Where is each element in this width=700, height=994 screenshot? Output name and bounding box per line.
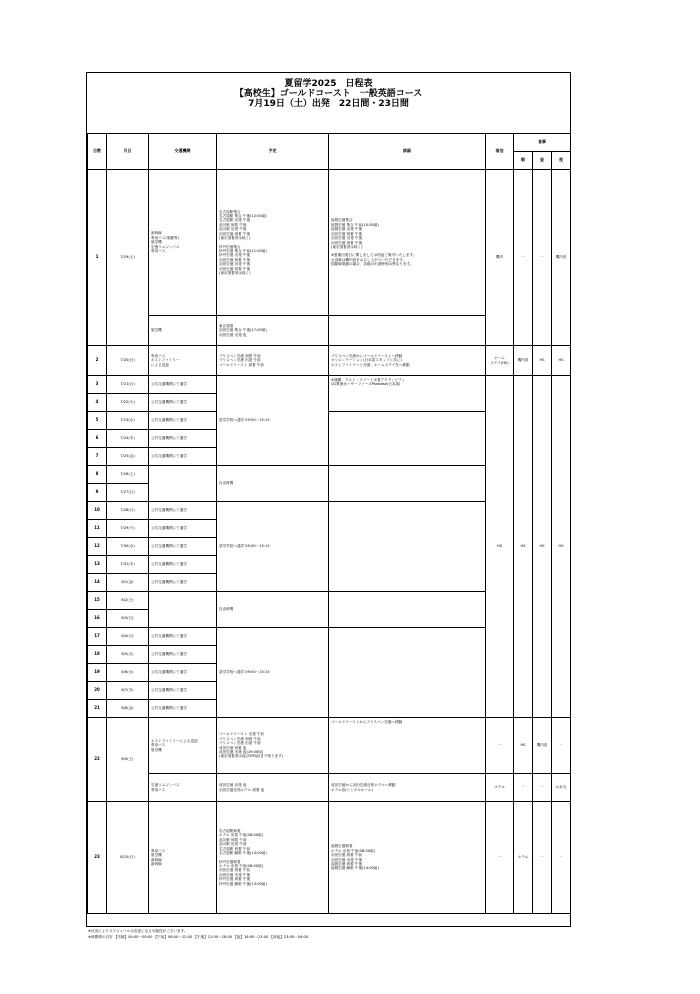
day-number: 6	[88, 430, 107, 448]
text-line: 福岡空港 出発 午後	[331, 227, 363, 232]
meal-breakfast: 機内食	[514, 346, 533, 376]
meal-lunch: 機内食	[533, 718, 552, 774]
text-line: 伊丹空港 集合 午前(11:00頃)	[219, 248, 267, 253]
text-line: 伊丹空港帰着	[219, 859, 241, 864]
text-line: ホテル 出発 午前(08:00頃)	[219, 833, 264, 838]
text-line: 成田空港 出発 夜	[219, 783, 247, 788]
schedule-cell: 自由時間	[217, 592, 329, 628]
header-details: 詳細	[329, 134, 486, 170]
day-number: 15	[88, 592, 107, 610]
text-line: 名古屋駅 集合 午後(12:00頃)	[219, 214, 267, 219]
day-date: 7/20(日)	[107, 346, 149, 376]
schedule-cell	[217, 774, 329, 802]
footnote-time-ranges: ※時間帯の目安 【早朝】04:00～08:00 【午前】08:00～12:00 【午後】12:00～18:00 【夜】18:00～23:00 【深夜】23:00～04:00	[88, 935, 309, 939]
meal-breakfast: ホテル	[514, 802, 533, 914]
text-line: 羽田空港 出発 午後	[331, 236, 363, 241]
text-line: 新幹線	[151, 861, 162, 866]
text-line: 成田空港から羽田空港近郊ホテルへ移動	[331, 783, 396, 788]
text-line: 成田空港 出発 夜(19:00頃)	[219, 749, 264, 754]
schedule-table	[87, 133, 571, 914]
transport-cell: 公共交通機関にて通学	[149, 682, 217, 700]
text-line: 伊丹空港 解散 午後(13:00頃)	[219, 881, 267, 886]
transport-cell: 公共交通機関にて通学	[149, 646, 217, 664]
day-date: 8/4(月)	[107, 628, 149, 646]
text-line: 羽田空港近郊ホテル 到着 夜	[219, 787, 265, 792]
header-day: 日数	[88, 134, 107, 170]
header-date: 月日	[107, 134, 149, 170]
text-line: ※課題：ラスト・リゾート水着アクティビティ	[331, 378, 406, 382]
details-cell	[329, 774, 486, 802]
text-line: 名古屋駅集合	[219, 209, 241, 214]
text-line: 国際線乗継の場合、各地の出発時刻は異なります。	[331, 262, 414, 267]
text-line: 羽田空港 出発 午後	[219, 262, 251, 267]
stay-cell: －	[486, 802, 514, 914]
text-line: 専用バス	[151, 787, 166, 792]
text-line: 品川駅 到着 午後	[219, 222, 247, 227]
text-line: 専用バス(乗継等)	[151, 235, 179, 240]
text-line: 品川駅 出発 午後	[219, 227, 247, 232]
day-number: 3	[88, 376, 107, 394]
text-line: ブリスベン空港 到着 午前	[219, 353, 261, 358]
day-date: 7/21(月)	[107, 376, 149, 394]
details-cell	[329, 412, 486, 466]
day-number: 11	[88, 520, 107, 538]
text-line: (東京発着者は除く)	[219, 270, 251, 275]
text-line: 羽田空港 到着 午後	[219, 257, 251, 262]
transport-cell	[149, 466, 217, 502]
text-line: ブリスベン空港 出発 午前	[219, 741, 261, 746]
day-number: 10	[88, 502, 107, 520]
schedule-cell	[217, 316, 329, 346]
transport-cell: 公共交通機関にて通学	[149, 430, 217, 448]
details-cell	[329, 346, 486, 376]
text-line: 品川駅 出発 午前	[219, 842, 247, 847]
schedule-cell	[217, 346, 329, 376]
schedule-cell: 語学学校へ通学 09:00～15:15	[217, 502, 329, 592]
text-line: 伊丹空港 出発 午後	[219, 253, 251, 258]
day-date: 7/27(日)	[107, 484, 149, 502]
stay-cell: ホテル	[486, 774, 514, 802]
day-date: 8/7(木)	[107, 682, 149, 700]
meal-breakfast: －	[514, 774, 533, 802]
details-cell	[329, 170, 486, 316]
text-line: 羽田空港 出発 夜	[219, 332, 247, 337]
text-line: 航空機	[151, 747, 162, 752]
text-line: 品川駅 到着 午前	[219, 837, 247, 842]
day-number: 22	[88, 718, 107, 802]
text-line: 航空機	[151, 853, 162, 858]
day-number: 1	[88, 170, 107, 346]
day-number: 21	[88, 700, 107, 718]
meal-dinner: －	[552, 718, 571, 774]
details-cell	[329, 592, 486, 628]
text-line: ホテル 出発 午前(08:00頃)	[219, 863, 264, 868]
day-number: 14	[88, 574, 107, 592]
transport-cell: 公共交通機関にて通学	[149, 664, 217, 682]
text-line: 成田空港 到着 夜	[219, 745, 247, 750]
day-date: 7/23(水)	[107, 412, 149, 430]
schedule-cell: 自由時間	[217, 466, 329, 502]
header-lunch: 昼	[533, 152, 552, 170]
stay-cell: HS	[486, 376, 514, 718]
text-line: 名古屋駅 解散 午後(13:00頃)	[219, 851, 267, 856]
text-line: ホストファミリーによる送迎	[151, 738, 198, 743]
text-line: ホテル 出発 午前(08:00頃)	[331, 848, 376, 853]
day-date: 7/19(土)	[107, 170, 149, 346]
text-line: 羽田空港 到着 午後	[219, 231, 251, 236]
meal-breakfast: HS	[514, 376, 533, 718]
meal-dinner: －	[552, 802, 571, 914]
transport-cell	[149, 170, 217, 316]
schedule-cell	[217, 718, 329, 774]
day-date: 7/28(月)	[107, 502, 149, 520]
text-line: 専用バス	[151, 353, 166, 358]
details-cell: ゴールドコーストからブリスベン空港へ移動	[329, 718, 486, 774]
header-transport: 交通機関	[149, 134, 217, 170]
header-dinner: 夜	[552, 152, 571, 170]
day-number: 2	[88, 346, 107, 376]
text-line: ホストファミリー	[151, 358, 180, 363]
day-date: 7/25(金)	[107, 448, 149, 466]
transport-cell: 公共交通機関にて通学	[149, 520, 217, 538]
day-number: 5	[88, 412, 107, 430]
meal-dinner: お弁当	[552, 774, 571, 802]
header-breakfast: 朝	[514, 152, 533, 170]
transport-cell: 公共交通機関にて通学	[149, 538, 217, 556]
text-line: 専用バス	[151, 848, 166, 853]
text-line: ブリスベン空港からゴールドコーストへ移動	[331, 353, 403, 358]
text-line: (東京発着者は除く)	[219, 236, 251, 241]
meal-breakfast: －	[514, 170, 533, 346]
day-date: 8/2(土)	[107, 592, 149, 610]
meal-dinner: HS	[552, 346, 571, 376]
details-cell	[329, 502, 486, 592]
transport-cell: 公共交通機関にて通学	[149, 412, 217, 430]
transport-cell: 公共交通機関にて通学	[149, 502, 217, 520]
transport-cell: 航空機	[149, 316, 217, 346]
transport-cell: 公共交通機関にて通学	[149, 556, 217, 574]
text-line: 専用バス	[151, 249, 166, 254]
day-number: 4	[88, 394, 107, 412]
day-number: 20	[88, 682, 107, 700]
text-line: 羽田空港 到着 午前	[219, 868, 251, 873]
title-line-3: 7月19日（土）出発 22日間・23日間	[248, 99, 409, 109]
text-line: 専用バス	[151, 743, 166, 748]
meal-lunch: －	[533, 774, 552, 802]
text-line: 名古屋駅 到着 午前	[219, 846, 251, 851]
day-date: 8/1(金)	[107, 574, 149, 592]
details-cell	[329, 802, 486, 914]
day-number: 18	[88, 646, 107, 664]
text-line: 羽田空港 出発 午後	[331, 857, 363, 862]
transport-cell: 公共交通機関にて通学	[149, 628, 217, 646]
transport-cell	[149, 718, 217, 774]
text-line: (東京発着者は夜(22時頃)まで残ります)	[219, 754, 284, 759]
details-cell	[329, 376, 486, 412]
text-line: 福岡空港帰着	[331, 844, 353, 849]
text-line: ゴールドコースト 到着 午前	[219, 362, 265, 367]
meal-breakfast: HS	[514, 718, 533, 774]
footnote-schedule-change: ※状況によりスケジュールは変更になる可能性がございます。	[88, 929, 188, 933]
meal-lunch: HS	[533, 376, 552, 718]
text-line: 伊丹空港 到着 午後	[219, 877, 251, 882]
text-line: 羽田空港 到着 午後	[331, 231, 363, 236]
meal-lunch: HS	[533, 346, 552, 376]
text-line: 福岡空港 解散 午後(14:00頃)	[331, 866, 379, 871]
header-stay: 宿泊	[486, 134, 514, 170]
text-line: Q1貫流水＋サーファーズParadise(日本語)	[331, 382, 401, 387]
text-line: ゴールドコースト 出発 午前	[219, 732, 265, 737]
schedule-sheet	[86, 72, 571, 927]
text-line: 羽田空港 集合 午後(17:00頃)	[219, 328, 267, 333]
day-number: 16	[88, 610, 107, 628]
text-line: 名古屋駅 出発 午後	[219, 218, 251, 223]
text-line: ※夏期出発日に関しましては別途ご案内いたします。	[331, 253, 417, 258]
meal-lunch: －	[533, 802, 552, 914]
day-date: 8/5(火)	[107, 646, 149, 664]
text-line: 新幹線	[151, 231, 162, 236]
day-number: 7	[88, 448, 107, 466]
day-date: 7/26(土)	[107, 466, 149, 484]
details-cell	[329, 628, 486, 718]
text-line: (東京発着者は除く)	[331, 244, 363, 249]
text-line: 新幹線	[151, 857, 162, 862]
details-cell	[329, 466, 486, 502]
text-line: オリエンテーション(日本語スタッフと共に)	[331, 358, 402, 363]
stay-cell: －	[486, 718, 514, 774]
schedule-cell	[217, 802, 329, 914]
stay-cell: ホーム ステイ(HS)	[486, 346, 514, 376]
day-date: 7/31(木)	[107, 556, 149, 574]
stay-cell: 機内	[486, 170, 514, 346]
schedule-cell	[217, 170, 329, 316]
day-number: 9	[88, 484, 107, 502]
day-date: 7/24(木)	[107, 430, 149, 448]
header-schedule: 予定	[217, 134, 329, 170]
day-date: 8/10(日)	[107, 802, 149, 914]
page-title	[87, 79, 570, 109]
day-date: 8/8(金)	[107, 700, 149, 718]
text-line: 東京発着	[219, 323, 234, 328]
text-line: ホストファミリーと対面、ホームステイ先へ移動	[331, 362, 410, 367]
transport-cell: 公共交通機関にて通学	[149, 700, 217, 718]
schedule-cell: 語学学校へ通学 09:00～15:15	[217, 376, 329, 466]
text-line: 福岡空港 到着 午後	[331, 861, 363, 866]
transport-cell: 公共交通機関にて通学	[149, 394, 217, 412]
text-line: 羽田空港 到着 午後	[219, 266, 251, 271]
day-date: 8/9(土)	[107, 718, 149, 802]
text-line: 福岡空港集合	[331, 218, 353, 223]
day-date: 8/6(水)	[107, 664, 149, 682]
text-line: ブリスベン空港 到着 午前	[219, 736, 261, 741]
meal-lunch: －	[533, 170, 552, 346]
text-line: お食事は機内食をお召し上がりいただきます。	[331, 257, 407, 262]
day-number: 8	[88, 466, 107, 484]
transport-cell: 公共交通機関にて通学	[149, 376, 217, 394]
text-line: 羽田空港 到着 午前	[331, 853, 363, 858]
day-number: 17	[88, 628, 107, 646]
text-line: 名古屋駅帰着	[219, 829, 241, 834]
text-line: 伊丹空港集合	[219, 244, 241, 249]
meal-dinner: 機内食	[552, 170, 571, 346]
day-number: 19	[88, 664, 107, 682]
transport-cell: 公共交通機関にて通学	[149, 574, 217, 592]
text-line: による送迎	[151, 362, 169, 367]
day-number: 12	[88, 538, 107, 556]
transport-cell	[149, 802, 217, 914]
day-number: 13	[88, 556, 107, 574]
transport-cell	[149, 592, 217, 628]
transport-cell	[149, 346, 217, 376]
footnotes	[88, 928, 308, 940]
title-line-2: 【高校生】ゴールドコースト 一般英語コース	[234, 89, 423, 99]
meal-dinner: HS	[552, 376, 571, 718]
day-date: 7/30(水)	[107, 538, 149, 556]
text-line: ホテル泊(シングルルーム)	[331, 787, 373, 792]
text-line: 福岡空港 集合 午前(10:30頃)	[331, 222, 379, 227]
header-meals: 食事	[514, 134, 571, 152]
day-date: 7/29(火)	[107, 520, 149, 538]
schedule-cell: 語学学校へ通学 09:00～15:15	[217, 628, 329, 718]
text-line: 空港リムジンバス	[151, 783, 180, 788]
text-line: 羽田空港 出発 午後	[219, 872, 251, 877]
text-line: 空港リムジンバス	[151, 244, 180, 249]
transport-cell	[149, 774, 217, 802]
text-line: ブリスベン空港 出発 午前	[219, 358, 261, 363]
title-line-1: 夏留学2025 日程表	[284, 79, 373, 89]
transport-cell: 公共交通機関にて通学	[149, 448, 217, 466]
text-line: 羽田空港 到着 午後	[331, 240, 363, 245]
text-line: 航空機	[151, 240, 162, 245]
day-date: 8/3(日)	[107, 610, 149, 628]
details-cell	[329, 316, 486, 346]
day-number: 23	[88, 802, 107, 914]
day-date: 7/22(火)	[107, 394, 149, 412]
